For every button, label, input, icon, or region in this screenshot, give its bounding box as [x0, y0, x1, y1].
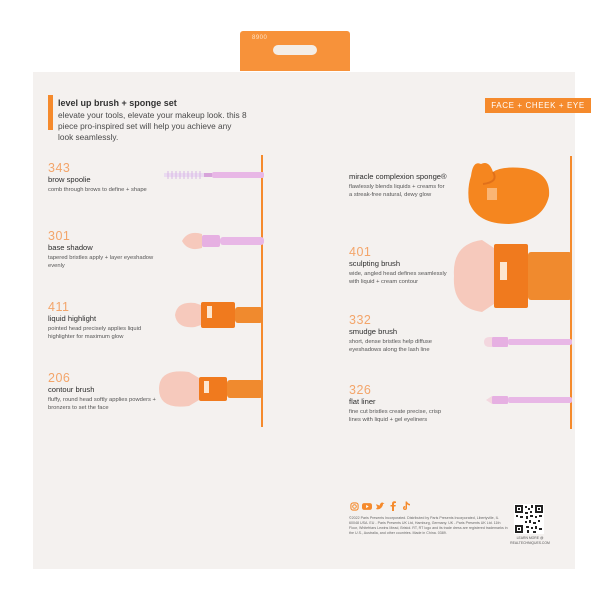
item-name: brow spoolie	[48, 175, 91, 184]
liquid-highlight-brush-image	[173, 297, 263, 333]
item-desc: short, dense bristles help diffuse eyeshadows along the lash line	[349, 339, 433, 353]
youtube-icon	[362, 501, 372, 511]
sculpting-brush-image	[452, 238, 572, 314]
item-number: 206	[48, 371, 71, 385]
hang-tab	[240, 31, 350, 71]
item-flat-liner	[349, 383, 449, 424]
item-number: 332	[349, 313, 372, 327]
item-name: miracle complexion sponge®	[349, 172, 447, 181]
item-name: base shadow	[48, 243, 93, 252]
base-shadow-brush-image	[180, 228, 264, 254]
facebook-icon	[388, 501, 398, 511]
item-name: smudge brush	[349, 327, 398, 336]
item-smudge-brush	[349, 313, 459, 354]
item-number: 301	[48, 229, 71, 243]
item-name: contour brush	[48, 385, 95, 394]
tiktok-icon	[401, 501, 411, 511]
brow-spoolie-image	[164, 168, 264, 184]
item-number: 343	[48, 161, 71, 175]
item-name: sculpting brush	[349, 259, 401, 268]
item-name: liquid highlight	[48, 314, 97, 323]
instagram-icon	[349, 501, 359, 511]
item-desc: pointed head precisely applies liquid highlighter for maximum glow	[48, 326, 142, 340]
item-number: 411	[48, 300, 70, 314]
twitter-icon	[375, 501, 385, 511]
item-contour-brush	[48, 371, 168, 412]
item-base-shadow	[48, 229, 168, 270]
item-desc: comb through brows to define + shape	[48, 187, 147, 193]
item-desc: wide, angled head defines seamlessly with liquid + cream contour	[349, 271, 447, 285]
item-desc: fine cut bristles create precise, crisp lines with liquid + gel eyeliners	[349, 409, 442, 423]
headline: level up brush + sponge set	[58, 98, 177, 108]
item-name: flat liner	[349, 397, 376, 406]
item-number: 401	[349, 245, 372, 259]
category-tag: FACE + CHEEK + EYE	[485, 98, 591, 113]
accent-bar	[48, 95, 53, 130]
smudge-brush-image	[482, 335, 572, 349]
contour-brush-image	[155, 366, 263, 412]
legal-text: ©2022 Paris Presents Incorporated. Distributed by Paris Presents Incorporated, Libertyville, IL 60048 USA. EU - Paris Presents UK Ltd, Hamburg, Germany. UK - Paris Presents UK Ltd. 11th Floor, Whitefriars Lewins Mead, Bristol. RT, RT logo and its trade dress are registered trademarks in the U.S., Australia, and other countries. Made in China. 0389.	[349, 516, 508, 535]
item-desc: flawlessly blends liquids + creams for a streak-free natural, dewy glow	[349, 184, 445, 198]
item-brow-spoolie	[48, 161, 168, 194]
item-complexion-sponge	[349, 172, 449, 199]
flat-liner-brush-image	[484, 393, 572, 407]
qr-code-icon[interactable]	[514, 504, 544, 534]
item-number: 326	[349, 383, 372, 397]
item-sculpting-brush	[349, 245, 449, 286]
item-liquid-highlight	[48, 300, 168, 341]
complexion-sponge-image	[463, 158, 553, 230]
product-code: 8900	[252, 35, 268, 41]
intro-text: elevate your tools, elevate your makeup look. this 8 piece pro-inspired set will help you achieve any look seamlessly.	[58, 110, 247, 142]
learn-more-text: LEARN MORE @ REALTECHNIQUES.COM	[510, 536, 550, 545]
social-icons	[349, 501, 411, 511]
item-desc: tapered bristles apply + layer eyeshadow evenly	[48, 255, 154, 269]
hang-hole	[273, 45, 317, 55]
item-desc: fluffy, round head softly applies powders + bronzers to set the face	[48, 397, 156, 411]
